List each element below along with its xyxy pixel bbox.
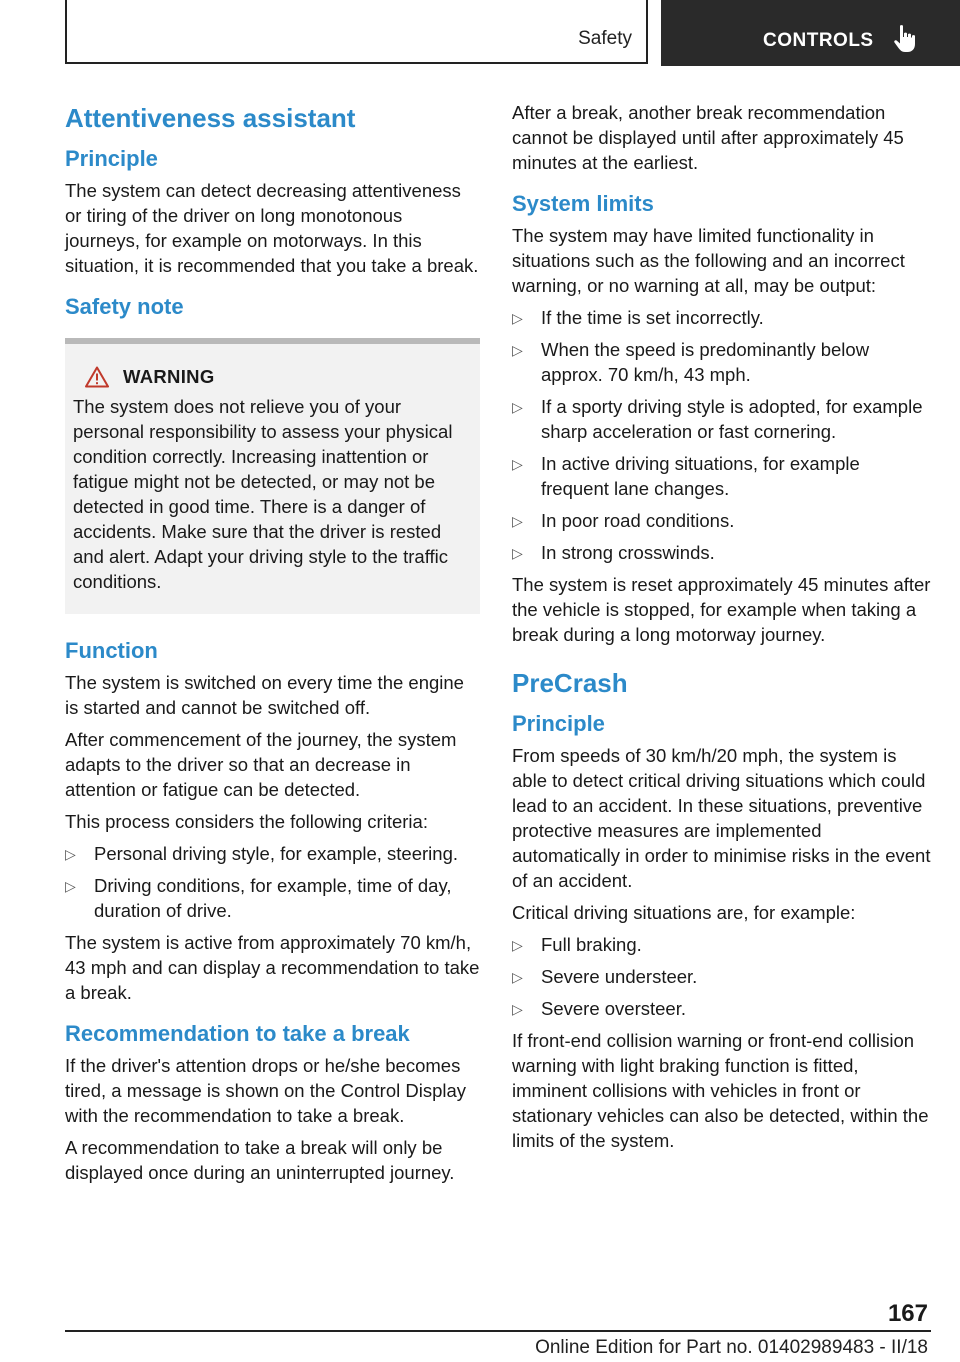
right-column: [512, 100, 932, 1160]
system-limits-outro: The system is reset approximately 45 minutes after the vehicle is stopped, for example when taking a break during a long motorway journey.: [512, 574, 931, 645]
critical-situations-list: [512, 932, 932, 1021]
bullet-icon: ▷: [512, 1001, 523, 1017]
list-item: ▷ In strong crosswinds.: [512, 540, 932, 565]
bullet-icon: ▷: [512, 513, 523, 529]
bullet-icon: ▷: [512, 545, 523, 561]
bullet-icon: ▷: [65, 846, 76, 862]
system-limits-intro: The system may have limited functionality in situations such as the following and an incorrect warning, or no warning at all, may be output:: [512, 225, 905, 296]
header-chapter-label: CONTROLS: [763, 30, 874, 51]
principle-heading: Principle: [65, 146, 158, 171]
bullet-icon: ▷: [512, 399, 523, 415]
footer-divider: [65, 1330, 931, 1332]
safety-note-heading: Safety note: [65, 294, 184, 319]
precrash-title: PreCrash: [512, 668, 628, 698]
recommendation-text-2: A recommendation to take a break will only be displayed once during an uninterrupted journey.: [65, 1137, 455, 1183]
warning-triangle-icon: [85, 366, 109, 388]
precrash-text-1: From speeds of 30 km/h/20 mph, the system is able to detect critical driving situations which could lead to an accident. In these situations, preventive protective measures are implemented automatically in order to minimise risks in the event of an accident.: [512, 745, 931, 891]
function-heading: Function: [65, 638, 158, 663]
list-item: ▷ In poor road conditions.: [512, 508, 932, 533]
function-text-4: The system is active from approximately 70 km/h, 43 mph and can display a recommendation to take a break.: [65, 932, 480, 1003]
bullet-icon: ▷: [512, 310, 523, 326]
precrash-text-3: If front-end collision warning or front-end collision warning with light braking function is fitted, imminent collisions with vehicles in front or stationary vehicles can also be detected, within the limits of the system.: [512, 1030, 929, 1151]
list-item: ▷ Severe understeer.: [512, 964, 932, 989]
system-limits-list: [512, 305, 932, 565]
header-chapter-tab: [661, 0, 960, 66]
attentiveness-assistant-title: Attentiveness assistant: [65, 103, 356, 133]
bullet-icon: ▷: [512, 969, 523, 985]
bullet-icon: ▷: [512, 342, 523, 358]
function-text-3: This process considers the following criteria:: [65, 811, 428, 832]
list-item: ▷ Personal driving style, for example, steering.: [65, 841, 480, 866]
bullet-icon: ▷: [512, 937, 523, 953]
warning-title: WARNING: [123, 366, 215, 387]
list-item: ▷ Driving conditions, for example, time of day, duration of drive.: [65, 875, 452, 921]
function-text-1: The system is switched on every time the engine is started and cannot be switched off.: [65, 672, 464, 718]
precrash-principle-heading: Principle: [512, 711, 605, 736]
list-item: ▷ If the time is set incorrectly.: [512, 305, 932, 330]
bullet-icon: ▷: [65, 878, 76, 894]
bullet-icon: ▷: [512, 456, 523, 472]
footer-edition: Online Edition for Part no. 01402989483 - II/18: [535, 1337, 928, 1358]
header-section-label: Safety: [578, 28, 632, 49]
header-section-tab: [65, 0, 648, 64]
recommendation-heading: Recommendation to take a break: [65, 1021, 410, 1046]
list-item: ▷ If a sporty driving style is adopted, for example sharp acceleration or fast cornering.: [512, 396, 923, 442]
principle-text: The system can detect decreasing attentiveness or tiring of the driver on long monotonous journeys, for example on motorways. In this situation, it is recommended that you take a break.: [65, 180, 479, 276]
system-limits-heading: System limits: [512, 191, 654, 216]
pointing-hand-icon: [893, 24, 919, 54]
criteria-list: [65, 841, 480, 923]
list-item: ▷ When the speed is predominantly below approx. 70 km/h, 43 mph.: [512, 339, 870, 385]
list-item: ▷ Severe oversteer.: [512, 996, 932, 1021]
break-continuation-text: After a break, another break recommendation cannot be displayed until after approximately 45 minutes at the earliest.: [512, 102, 904, 173]
list-item: ▷ In active driving situations, for example frequent lane changes.: [512, 453, 860, 499]
left-column: [65, 100, 480, 1192]
page-number: 167: [887, 1300, 928, 1327]
warning-text: The system does not relieve you of your personal responsibility to assess your physical condition correctly. Increasing inattention or fatigue might not be detected, or may not be detected in good time. There is a danger of accidents. Make sure that the driver is rested and alert. Adapt your driving style to the traffic conditions.: [73, 396, 453, 592]
recommendation-text-1: If the driver's attention drops or he/she becomes tired, a message is shown on the Control Display with the recommendation to take a break.: [65, 1055, 467, 1126]
list-item: ▷ Full braking.: [512, 932, 932, 957]
warning-box: [65, 338, 480, 614]
precrash-text-2: Critical driving situations are, for example:: [512, 902, 856, 923]
warning-header: [73, 366, 470, 388]
function-text-2: After commencement of the journey, the system adapts to the driver so that an decrease in attention or fatigue can be detected.: [65, 729, 457, 800]
